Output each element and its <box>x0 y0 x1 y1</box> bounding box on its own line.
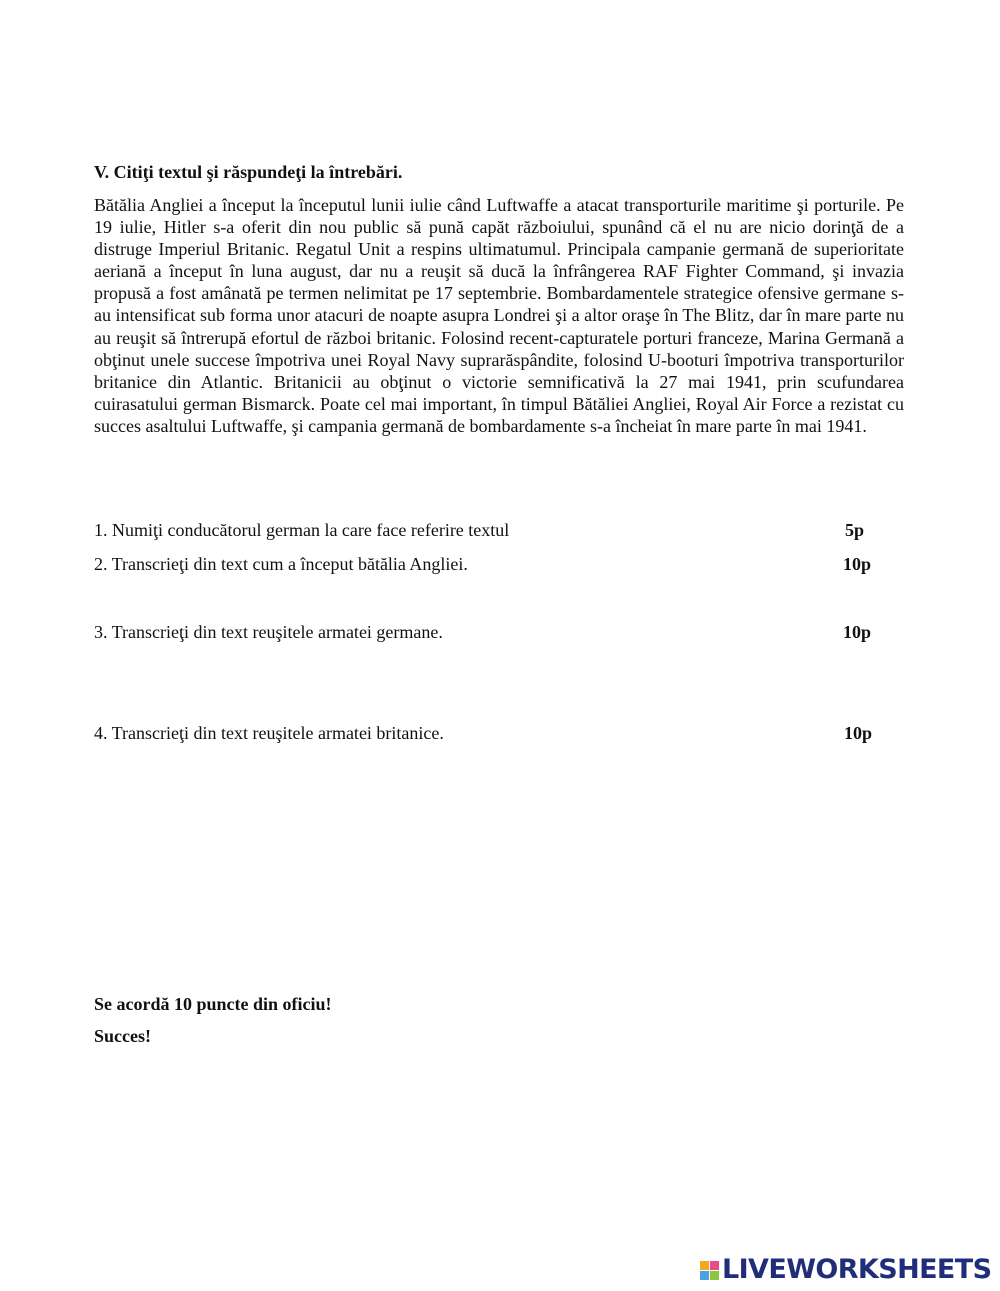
question-3-points: 10p <box>842 622 871 642</box>
mark-cell <box>710 1271 719 1280</box>
points-note: Se acordă 10 puncte din oficiu! <box>94 994 332 1014</box>
mark-cell <box>700 1271 709 1280</box>
section-heading: V. Citiţi textul şi răspundeţi la întrebări. <box>94 162 403 182</box>
question-1-points: 5p <box>844 520 864 540</box>
question-3-text: 3. Transcrieţi din text reuşitele armatei germane. <box>94 622 443 642</box>
question-4-points: 10p <box>843 723 872 743</box>
question-2-text: 2. Transcrieţi din text cum a început bătălia Angliei. <box>94 554 468 574</box>
question-1-text: 1. Numiţi conducătorul german la care face referire textul <box>94 520 510 540</box>
closing-message: Succes! <box>94 1026 151 1046</box>
mark-cell <box>710 1261 719 1270</box>
liveworksheets-logo <box>700 1255 991 1285</box>
logo-text: LIVEWORKSHEETS <box>722 1254 992 1285</box>
question-4-text: 4. Transcrieţi din text reuşitele armatei britanice. <box>94 723 444 743</box>
question-2-points: 10p <box>842 554 871 574</box>
liveworksheets-mark-icon <box>700 1261 719 1280</box>
mark-cell <box>700 1261 709 1270</box>
reading-passage: Bătălia Angliei a început la începutul lunii iulie când Luftwaffe a atacat transporturile maritime şi porturile. Pe 19 iulie, Hitler s-a oferit din nou public să pună capăt războiului, spunând că el nu are nicio dorinţă de a distruge Imperiul Britanic. Regatul Unit a respins ultimatumul. Principala campanie germană de superioritate aeriană a început în luna august, dar nu a reuşit să ducă la înfrângerea RAF Fighter Command, şi invazia propusă a fost amânată pe termen nelimitat pe 17 septembrie. Bombardamentele strategice ofensive germane s-au intensificat sub forma unor atacuri de noapte asupra Londrei şi a altor oraşe în The Blitz, dar în mare parte nu au reuşit să întrerupă efortul de război britanic. Folosind recent-capturatele porturi franceze, Marina Germană a obţinut unele succese împotriva unei Royal Navy suprarăspândite, folosind U-booturi împotriva transporturilor britanice din Atlantic. Britanicii au obţinut o victorie semnificativă la 27 mai 1941, prin scufundarea cuirasatului german Bismarck. Poate cel mai important, în timpul Bătăliei Angliei, Royal Air Force a rezistat cu succes asaltului Luftwaffe, şi campania germană de bombardamente s-a încheiat în mare parte în mai 1941. <box>94 195 904 436</box>
